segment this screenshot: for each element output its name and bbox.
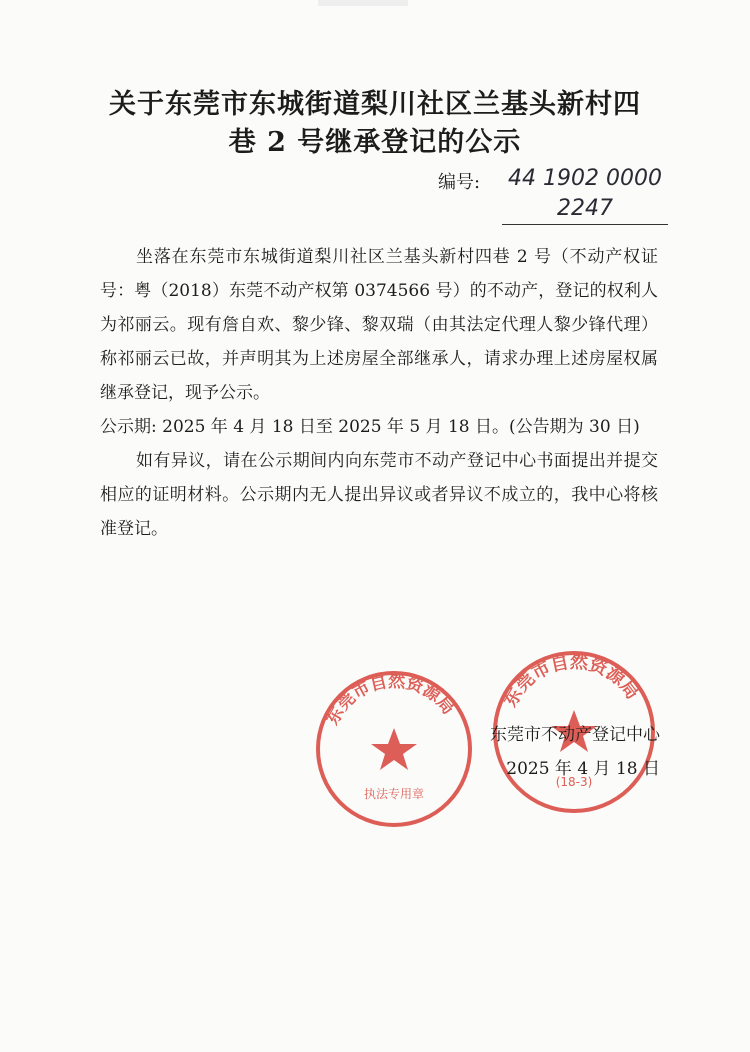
paragraph-period: 公示期: 2025 年 4 月 18 日至 2025 年 5 月 18 日。(公告期为 30 日) xyxy=(100,417,640,437)
document-body xyxy=(100,240,658,546)
issuer-block xyxy=(440,718,660,786)
issuer-name: 东莞市不动产登记中心 xyxy=(490,725,660,745)
seal-right-text: 东莞市自然资源局 xyxy=(500,651,644,711)
seal-left-side: 执法专用章 xyxy=(363,787,425,801)
serial-number xyxy=(438,166,698,221)
issue-date: 2025 年 4 月 18 日 xyxy=(506,759,660,779)
title-line-2: 巷 2 号继承登记的公示 xyxy=(228,127,522,158)
document-title xyxy=(60,86,690,162)
svg-text:东莞市自然资源局 xyxy=(322,671,458,729)
seal-right-code: (18-3) xyxy=(555,775,593,789)
paragraph-objection: 如有异议，请在公示期间内向东莞市不动产登记中心书面提出并提交相应的证明材料。公示期内无人提出异议或者异议不成立的，我中心将核准登记。 xyxy=(100,451,658,539)
paragraph-property: 坐落在东莞市东城街道梨川社区兰基头新村四巷 2 号（不动产权证号：粤（2018）东莞不动产权第 0374566 号）的不动产，登记的权利人为祁丽云。现有詹自欢、黎少锋、黎双瑞（由其法定代理人黎少锋代理）称祁丽云已故，并声明其为上述房屋全部继承人，请求办理上述房屋权属继承登记，现予公示。 xyxy=(100,247,658,403)
svg-text:东莞市自然资源局 xyxy=(499,651,643,711)
serial-label: 编号: xyxy=(438,172,481,193)
serial-value: 44 1902 0000 2247 xyxy=(502,164,668,225)
seal-left-text: 东莞市自然资源局 xyxy=(322,671,459,729)
title-line-1: 关于东莞市东城街道梨川社区兰基头新村四 xyxy=(109,89,641,120)
scan-mark xyxy=(318,0,408,6)
